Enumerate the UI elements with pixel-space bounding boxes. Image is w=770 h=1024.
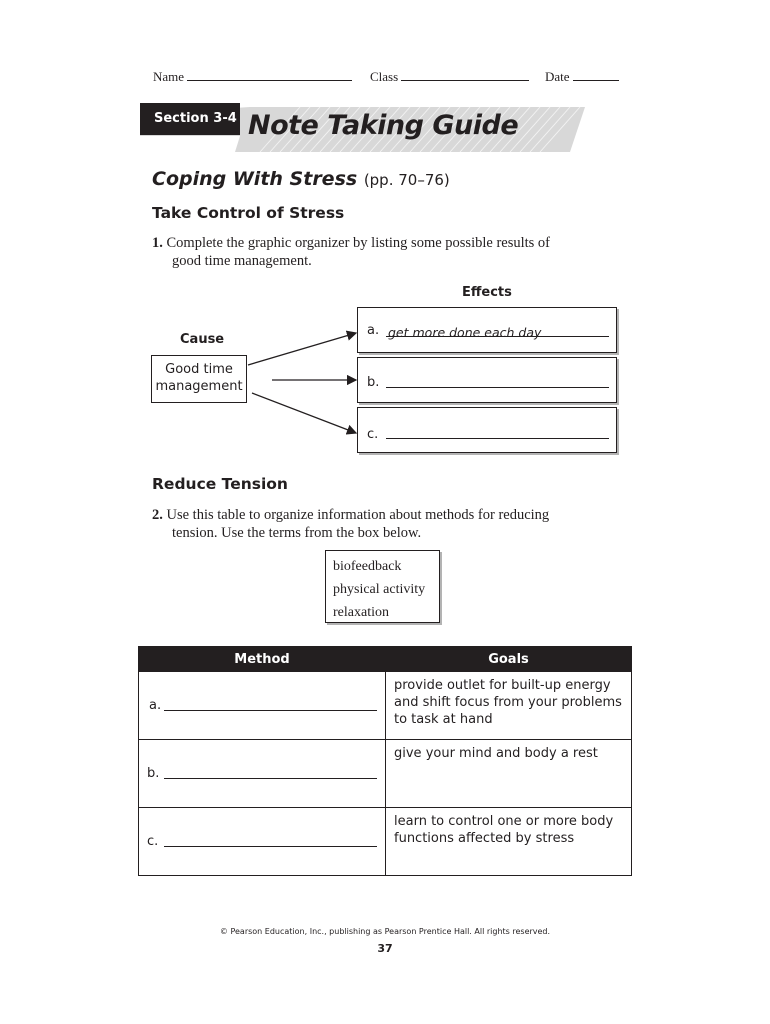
method-a-line[interactable] bbox=[164, 710, 377, 711]
question-1 bbox=[152, 234, 612, 270]
lesson-title-text: Coping With Stress bbox=[152, 168, 358, 190]
class-line[interactable] bbox=[401, 68, 529, 81]
page-title: Note Taking Guide bbox=[248, 110, 519, 141]
section-heading-take-control: Take Control of Stress bbox=[152, 204, 345, 222]
question-1-line1: Complete the graphic organizer by listing some possible results of bbox=[166, 235, 551, 251]
date-line[interactable] bbox=[573, 68, 619, 81]
cause-line2: management bbox=[155, 379, 243, 394]
table-row bbox=[139, 740, 632, 808]
table-row bbox=[139, 672, 632, 740]
question-2-line2: tension. Use the terms from the box below. bbox=[172, 525, 422, 541]
question-2-number: 2. bbox=[152, 507, 163, 523]
name-field[interactable] bbox=[153, 68, 352, 85]
goal-cell-b: give your mind and body a rest bbox=[386, 740, 632, 808]
effect-a-letter: a. bbox=[367, 323, 380, 338]
method-cell-a[interactable] bbox=[139, 672, 386, 740]
cause-label: Cause bbox=[180, 332, 225, 347]
class-label: Class bbox=[370, 69, 399, 84]
class-field[interactable] bbox=[370, 68, 529, 85]
section-heading-reduce-tension: Reduce Tension bbox=[152, 475, 288, 493]
cause-box bbox=[151, 355, 247, 403]
question-1-line2: good time management. bbox=[172, 253, 312, 269]
effect-box-c[interactable] bbox=[357, 407, 617, 453]
effect-b-line[interactable] bbox=[386, 387, 609, 388]
method-b-line[interactable] bbox=[164, 778, 377, 779]
methods-table bbox=[138, 646, 632, 876]
term-box bbox=[325, 550, 440, 623]
effect-c-letter: c. bbox=[367, 427, 379, 442]
copyright-notice: © Pearson Education, Inc., publishing as Pearson Prentice Hall. All rights reserved. bbox=[219, 927, 551, 936]
question-1-number: 1. bbox=[152, 235, 163, 251]
method-cell-c[interactable] bbox=[139, 808, 386, 876]
term-relaxation: relaxation bbox=[333, 605, 389, 620]
term-physical-activity: physical activity bbox=[333, 582, 426, 597]
date-label: Date bbox=[545, 69, 570, 84]
page-number: 37 bbox=[377, 942, 393, 955]
method-cell-b[interactable] bbox=[139, 740, 386, 808]
date-field[interactable] bbox=[545, 68, 619, 85]
effect-box-b[interactable] bbox=[357, 357, 617, 403]
lesson-title bbox=[152, 168, 450, 190]
arrow-a bbox=[248, 333, 356, 365]
section-badge: Section 3-4 bbox=[140, 103, 240, 135]
column-header-goals: Goals bbox=[386, 647, 632, 672]
table-row bbox=[139, 808, 632, 876]
effect-c-line[interactable] bbox=[386, 438, 609, 439]
column-header-method: Method bbox=[139, 647, 386, 672]
method-c-line[interactable] bbox=[164, 846, 377, 847]
lesson-pages: (pp. 70–76) bbox=[363, 171, 450, 189]
method-b-letter: b. bbox=[147, 766, 160, 781]
arrow-c bbox=[252, 393, 356, 433]
question-2-line1: Use this table to organize information about methods for reducing bbox=[166, 507, 550, 523]
table-header-row bbox=[139, 647, 632, 672]
organizer-arrows bbox=[240, 325, 365, 445]
term-biofeedback: biofeedback bbox=[333, 559, 402, 574]
goal-cell-a: provide outlet for built-up energy and shift focus from your problems to task at hand bbox=[386, 672, 632, 740]
method-a-letter: a. bbox=[149, 698, 162, 713]
effects-label: Effects bbox=[462, 285, 512, 300]
name-label: Name bbox=[153, 69, 185, 84]
goal-cell-c: learn to control one or more body functions affected by stress bbox=[386, 808, 632, 876]
cause-line1: Good time bbox=[165, 362, 233, 377]
effect-box-a[interactable] bbox=[357, 307, 617, 353]
method-c-letter: c. bbox=[147, 834, 159, 849]
question-2 bbox=[152, 506, 612, 542]
name-line[interactable] bbox=[187, 68, 352, 81]
effect-a-answer: get more done each day bbox=[388, 325, 542, 340]
effect-b-letter: b. bbox=[367, 375, 380, 390]
